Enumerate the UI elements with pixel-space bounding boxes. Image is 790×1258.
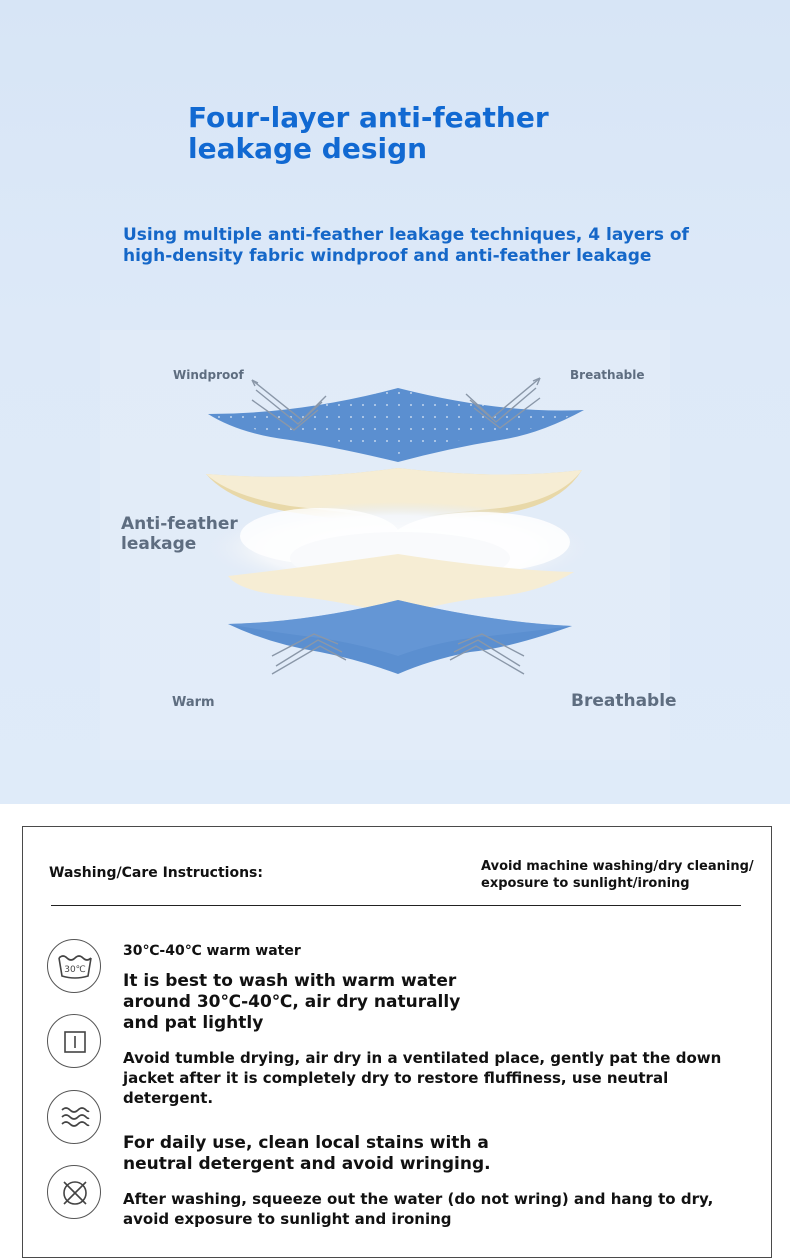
hand-wash-icon <box>47 1090 101 1144</box>
label-warm: Warm <box>172 695 215 710</box>
label-breathable-bottom: Breathable <box>571 691 677 711</box>
temp-title: 30℃-40℃ warm water <box>123 943 301 959</box>
do-not-dry-clean-icon <box>47 1165 101 1219</box>
wash-30c-icon <box>47 939 101 993</box>
divider <box>51 905 741 906</box>
page-title: Four-layer anti-feather leakage design <box>188 101 549 165</box>
care-instructions-panel <box>22 826 772 1258</box>
temp-body: It is best to wash with warm water around 30℃-40℃, air dry naturally and pat lightly <box>123 971 461 1033</box>
label-breathable-top: Breathable <box>570 368 645 382</box>
fabric-layer-diagram <box>0 330 790 770</box>
tumble-dry-prohibited-icon <box>47 1014 101 1068</box>
care-heading: Washing/Care Instructions: <box>49 865 263 881</box>
care-avoid-note: Avoid machine washing/dry cleaning/ exposure to sunlight/ironing <box>481 859 754 891</box>
daily-instruction: For daily use, clean local stains with a neutral detergent and avoid wringing. <box>123 1133 491 1174</box>
label-anti-feather: Anti-feather leakage <box>121 514 238 554</box>
wash-temp-text: 30℃ <box>64 965 86 975</box>
label-windproof: Windproof <box>173 368 244 382</box>
feature-subtitle: Using multiple anti-feather leakage techniques, 4 layers of high-density fabric windproof and anti-feather leakage <box>123 225 689 266</box>
after-wash-instruction: After washing, squeeze out the water (do not wring) and hang to dry, avoid exposure to sunlight and ironing <box>123 1190 714 1228</box>
drying-instruction: Avoid tumble drying, air dry in a ventilated place, gently pat the down jacket after it is completely dry to restore fluffiness, use neutral detergent. <box>123 1049 722 1107</box>
